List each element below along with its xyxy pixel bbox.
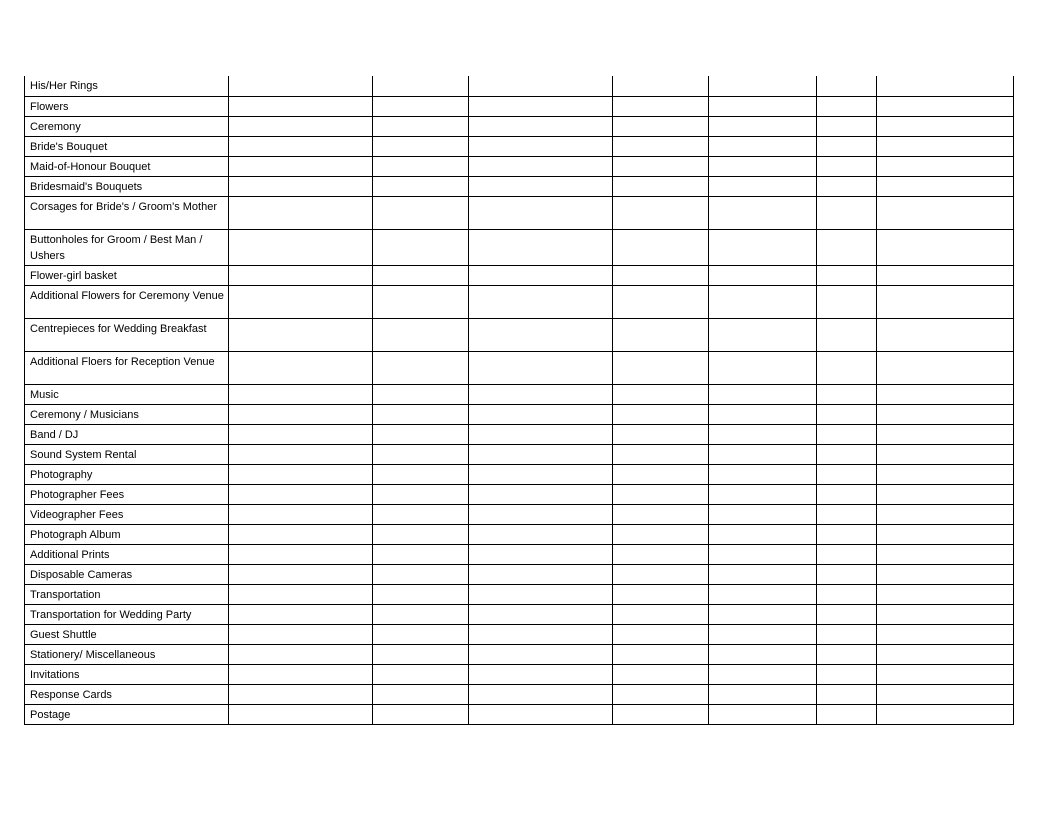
empty-entry-cell — [877, 604, 1014, 624]
empty-entry-cell — [817, 704, 877, 724]
empty-entry-cell — [373, 604, 469, 624]
empty-entry-cell — [373, 664, 469, 684]
row-label-cell: Response Cards — [25, 684, 229, 704]
empty-entry-cell — [817, 351, 877, 384]
row-label-cell: Centrepieces for Wedding Breakfast — [25, 318, 229, 351]
empty-entry-cell — [709, 704, 817, 724]
empty-entry-cell — [469, 96, 613, 116]
empty-entry-cell — [229, 544, 373, 564]
empty-entry-cell — [709, 136, 817, 156]
empty-entry-cell — [469, 444, 613, 464]
empty-entry-cell — [373, 684, 469, 704]
empty-entry-cell — [229, 444, 373, 464]
empty-entry-cell — [613, 524, 709, 544]
row-label-cell: Transportation — [25, 584, 229, 604]
empty-entry-cell — [373, 504, 469, 524]
empty-entry-cell — [229, 76, 373, 96]
table-row — [25, 318, 1014, 351]
table-row — [25, 136, 1014, 156]
empty-entry-cell — [229, 351, 373, 384]
empty-entry-cell — [373, 229, 469, 265]
empty-entry-cell — [229, 664, 373, 684]
empty-entry-cell — [373, 704, 469, 724]
empty-entry-cell — [817, 524, 877, 544]
empty-entry-cell — [469, 384, 613, 404]
empty-entry-cell — [373, 285, 469, 318]
empty-entry-cell — [877, 504, 1014, 524]
empty-entry-cell — [613, 624, 709, 644]
empty-entry-cell — [709, 318, 817, 351]
table-row — [25, 444, 1014, 464]
empty-entry-cell — [613, 504, 709, 524]
empty-entry-cell — [229, 116, 373, 136]
row-label-cell: Additional Prints — [25, 544, 229, 564]
table-row — [25, 285, 1014, 318]
empty-entry-cell — [877, 544, 1014, 564]
empty-entry-cell — [229, 176, 373, 196]
empty-entry-cell — [817, 544, 877, 564]
table-row — [25, 604, 1014, 624]
empty-entry-cell — [373, 564, 469, 584]
empty-entry-cell — [373, 265, 469, 285]
row-label-cell: Corsages for Bride's / Groom's Mother — [25, 196, 229, 229]
empty-entry-cell — [817, 384, 877, 404]
empty-entry-cell — [373, 196, 469, 229]
empty-entry-cell — [709, 444, 817, 464]
empty-entry-cell — [613, 285, 709, 318]
empty-entry-cell — [373, 136, 469, 156]
empty-entry-cell — [229, 96, 373, 116]
empty-entry-cell — [877, 644, 1014, 664]
table-row — [25, 464, 1014, 484]
empty-entry-cell — [469, 664, 613, 684]
empty-entry-cell — [613, 229, 709, 265]
empty-entry-cell — [469, 265, 613, 285]
empty-entry-cell — [469, 484, 613, 504]
empty-entry-cell — [817, 96, 877, 116]
empty-entry-cell — [373, 404, 469, 424]
empty-entry-cell — [709, 584, 817, 604]
empty-entry-cell — [469, 285, 613, 318]
empty-entry-cell — [469, 156, 613, 176]
empty-entry-cell — [709, 544, 817, 564]
empty-entry-cell — [229, 564, 373, 584]
table-row — [25, 564, 1014, 584]
empty-entry-cell — [229, 524, 373, 544]
table-row — [25, 384, 1014, 404]
empty-entry-cell — [373, 584, 469, 604]
empty-entry-cell — [817, 624, 877, 644]
table-row — [25, 644, 1014, 664]
table-row — [25, 484, 1014, 504]
empty-entry-cell — [373, 116, 469, 136]
row-label-cell: Guest Shuttle — [25, 624, 229, 644]
empty-entry-cell — [613, 404, 709, 424]
empty-entry-cell — [373, 176, 469, 196]
empty-entry-cell — [613, 318, 709, 351]
empty-entry-cell — [373, 544, 469, 564]
empty-entry-cell — [877, 444, 1014, 464]
empty-entry-cell — [817, 464, 877, 484]
empty-entry-cell — [373, 424, 469, 444]
row-label-cell: Sound System Rental — [25, 444, 229, 464]
empty-entry-cell — [469, 504, 613, 524]
row-label-cell: Photograph Album — [25, 524, 229, 544]
empty-entry-cell — [469, 351, 613, 384]
empty-entry-cell — [613, 265, 709, 285]
empty-entry-cell — [817, 76, 877, 96]
row-label-cell: Stationery/ Miscellaneous — [25, 644, 229, 664]
empty-entry-cell — [709, 604, 817, 624]
empty-entry-cell — [877, 96, 1014, 116]
empty-entry-cell — [229, 265, 373, 285]
empty-entry-cell — [817, 156, 877, 176]
empty-entry-cell — [469, 564, 613, 584]
empty-entry-cell — [373, 644, 469, 664]
empty-entry-cell — [709, 484, 817, 504]
empty-entry-cell — [877, 624, 1014, 644]
empty-entry-cell — [613, 176, 709, 196]
empty-entry-cell — [709, 504, 817, 524]
empty-entry-cell — [613, 384, 709, 404]
empty-entry-cell — [229, 136, 373, 156]
empty-entry-cell — [229, 424, 373, 444]
empty-entry-cell — [877, 564, 1014, 584]
empty-entry-cell — [709, 351, 817, 384]
empty-entry-cell — [817, 285, 877, 318]
empty-entry-cell — [373, 384, 469, 404]
empty-entry-cell — [613, 644, 709, 664]
empty-entry-cell — [373, 524, 469, 544]
empty-entry-cell — [709, 116, 817, 136]
empty-entry-cell — [817, 504, 877, 524]
row-label-cell: Postage — [25, 704, 229, 724]
row-label-cell: Disposable Cameras — [25, 564, 229, 584]
empty-entry-cell — [469, 604, 613, 624]
empty-entry-cell — [877, 116, 1014, 136]
empty-entry-cell — [709, 644, 817, 664]
empty-entry-cell — [469, 464, 613, 484]
empty-entry-cell — [817, 176, 877, 196]
empty-entry-cell — [613, 424, 709, 444]
empty-entry-cell — [877, 76, 1014, 96]
empty-entry-cell — [613, 484, 709, 504]
empty-entry-cell — [229, 196, 373, 229]
table-row — [25, 196, 1014, 229]
empty-entry-cell — [229, 584, 373, 604]
table-row — [25, 96, 1014, 116]
empty-entry-cell — [469, 524, 613, 544]
row-label-cell: Bridesmaid's Bouquets — [25, 176, 229, 196]
table-row — [25, 624, 1014, 644]
empty-entry-cell — [817, 116, 877, 136]
row-label-cell: Band / DJ — [25, 424, 229, 444]
empty-entry-cell — [877, 704, 1014, 724]
row-label-cell: Bride's Bouquet — [25, 136, 229, 156]
empty-entry-cell — [709, 464, 817, 484]
empty-entry-cell — [229, 484, 373, 504]
empty-entry-cell — [877, 136, 1014, 156]
empty-entry-cell — [877, 196, 1014, 229]
empty-entry-cell — [817, 229, 877, 265]
row-label-cell: Photography — [25, 464, 229, 484]
row-label-cell: Videographer Fees — [25, 504, 229, 524]
empty-entry-cell — [709, 384, 817, 404]
empty-entry-cell — [373, 484, 469, 504]
row-label-cell: Buttonholes for Groom / Best Man / Ushers — [25, 229, 229, 265]
empty-entry-cell — [817, 424, 877, 444]
empty-entry-cell — [469, 318, 613, 351]
row-label-cell: Transportation for Wedding Party — [25, 604, 229, 624]
table-row — [25, 351, 1014, 384]
empty-entry-cell — [817, 664, 877, 684]
empty-entry-cell — [613, 604, 709, 624]
empty-entry-cell — [709, 176, 817, 196]
empty-entry-cell — [469, 544, 613, 564]
empty-entry-cell — [229, 318, 373, 351]
table-row — [25, 76, 1014, 96]
wedding-budget-table — [24, 76, 1014, 725]
empty-entry-cell — [613, 464, 709, 484]
empty-entry-cell — [229, 464, 373, 484]
empty-entry-cell — [709, 424, 817, 444]
empty-entry-cell — [613, 664, 709, 684]
empty-entry-cell — [613, 704, 709, 724]
empty-entry-cell — [877, 524, 1014, 544]
table-row — [25, 156, 1014, 176]
empty-entry-cell — [709, 684, 817, 704]
empty-entry-cell — [817, 265, 877, 285]
empty-entry-cell — [877, 424, 1014, 444]
empty-entry-cell — [877, 265, 1014, 285]
empty-entry-cell — [229, 404, 373, 424]
empty-entry-cell — [877, 464, 1014, 484]
empty-entry-cell — [469, 196, 613, 229]
empty-entry-cell — [877, 484, 1014, 504]
empty-entry-cell — [613, 116, 709, 136]
empty-entry-cell — [373, 624, 469, 644]
empty-entry-cell — [817, 318, 877, 351]
row-label-cell: Invitations — [25, 664, 229, 684]
table-row — [25, 664, 1014, 684]
empty-entry-cell — [613, 351, 709, 384]
empty-entry-cell — [709, 564, 817, 584]
row-label-cell: Additional Flowers for Ceremony Venue — [25, 285, 229, 318]
empty-entry-cell — [613, 444, 709, 464]
row-label-cell: Ceremony — [25, 116, 229, 136]
table-row — [25, 504, 1014, 524]
empty-entry-cell — [877, 584, 1014, 604]
table-row — [25, 544, 1014, 564]
empty-entry-cell — [709, 96, 817, 116]
empty-entry-cell — [373, 351, 469, 384]
empty-entry-cell — [229, 156, 373, 176]
empty-entry-cell — [469, 644, 613, 664]
empty-entry-cell — [229, 285, 373, 318]
empty-entry-cell — [817, 644, 877, 664]
table-row — [25, 265, 1014, 285]
empty-entry-cell — [817, 564, 877, 584]
empty-entry-cell — [613, 196, 709, 229]
empty-entry-cell — [877, 684, 1014, 704]
empty-entry-cell — [709, 156, 817, 176]
budget-table-body — [25, 76, 1014, 724]
table-row — [25, 524, 1014, 544]
row-label-cell: His/Her Rings — [25, 76, 229, 96]
empty-entry-cell — [709, 624, 817, 644]
empty-entry-cell — [373, 318, 469, 351]
row-label-cell: Maid-of-Honour Bouquet — [25, 156, 229, 176]
table-row — [25, 116, 1014, 136]
empty-entry-cell — [709, 265, 817, 285]
empty-entry-cell — [469, 624, 613, 644]
table-row — [25, 404, 1014, 424]
table-row — [25, 684, 1014, 704]
empty-entry-cell — [469, 424, 613, 444]
empty-entry-cell — [877, 404, 1014, 424]
empty-entry-cell — [613, 136, 709, 156]
row-label-cell: Ceremony / Musicians — [25, 404, 229, 424]
empty-entry-cell — [817, 584, 877, 604]
empty-entry-cell — [709, 229, 817, 265]
empty-entry-cell — [469, 136, 613, 156]
empty-entry-cell — [373, 76, 469, 96]
empty-entry-cell — [877, 351, 1014, 384]
empty-entry-cell — [229, 504, 373, 524]
empty-entry-cell — [817, 136, 877, 156]
empty-entry-cell — [613, 156, 709, 176]
empty-entry-cell — [877, 384, 1014, 404]
row-label-cell: Music — [25, 384, 229, 404]
empty-entry-cell — [613, 96, 709, 116]
table-row — [25, 424, 1014, 444]
empty-entry-cell — [877, 318, 1014, 351]
empty-entry-cell — [817, 196, 877, 229]
empty-entry-cell — [613, 564, 709, 584]
table-row — [25, 176, 1014, 196]
table-row — [25, 229, 1014, 265]
empty-entry-cell — [613, 76, 709, 96]
empty-entry-cell — [469, 229, 613, 265]
empty-entry-cell — [817, 684, 877, 704]
empty-entry-cell — [469, 116, 613, 136]
row-label-cell: Flowers — [25, 96, 229, 116]
empty-entry-cell — [469, 704, 613, 724]
empty-entry-cell — [373, 464, 469, 484]
row-label-cell: Flower-girl basket — [25, 265, 229, 285]
empty-entry-cell — [229, 644, 373, 664]
empty-entry-cell — [469, 76, 613, 96]
empty-entry-cell — [229, 684, 373, 704]
table-row — [25, 704, 1014, 724]
empty-entry-cell — [469, 404, 613, 424]
empty-entry-cell — [709, 524, 817, 544]
empty-entry-cell — [229, 384, 373, 404]
empty-entry-cell — [877, 285, 1014, 318]
empty-entry-cell — [877, 664, 1014, 684]
empty-entry-cell — [817, 604, 877, 624]
row-label-cell: Photographer Fees — [25, 484, 229, 504]
empty-entry-cell — [229, 229, 373, 265]
empty-entry-cell — [613, 584, 709, 604]
empty-entry-cell — [469, 584, 613, 604]
empty-entry-cell — [373, 444, 469, 464]
empty-entry-cell — [817, 444, 877, 464]
empty-entry-cell — [709, 664, 817, 684]
empty-entry-cell — [469, 684, 613, 704]
empty-entry-cell — [877, 176, 1014, 196]
empty-entry-cell — [817, 404, 877, 424]
empty-entry-cell — [229, 704, 373, 724]
empty-entry-cell — [373, 156, 469, 176]
empty-entry-cell — [817, 484, 877, 504]
empty-entry-cell — [877, 229, 1014, 265]
empty-entry-cell — [229, 624, 373, 644]
empty-entry-cell — [709, 404, 817, 424]
empty-entry-cell — [373, 96, 469, 116]
empty-entry-cell — [469, 176, 613, 196]
table-row — [25, 584, 1014, 604]
row-label-cell: Additional Floers for Reception Venue — [25, 351, 229, 384]
empty-entry-cell — [229, 604, 373, 624]
empty-entry-cell — [709, 196, 817, 229]
empty-entry-cell — [877, 156, 1014, 176]
empty-entry-cell — [709, 285, 817, 318]
empty-entry-cell — [613, 684, 709, 704]
empty-entry-cell — [613, 544, 709, 564]
empty-entry-cell — [709, 76, 817, 96]
